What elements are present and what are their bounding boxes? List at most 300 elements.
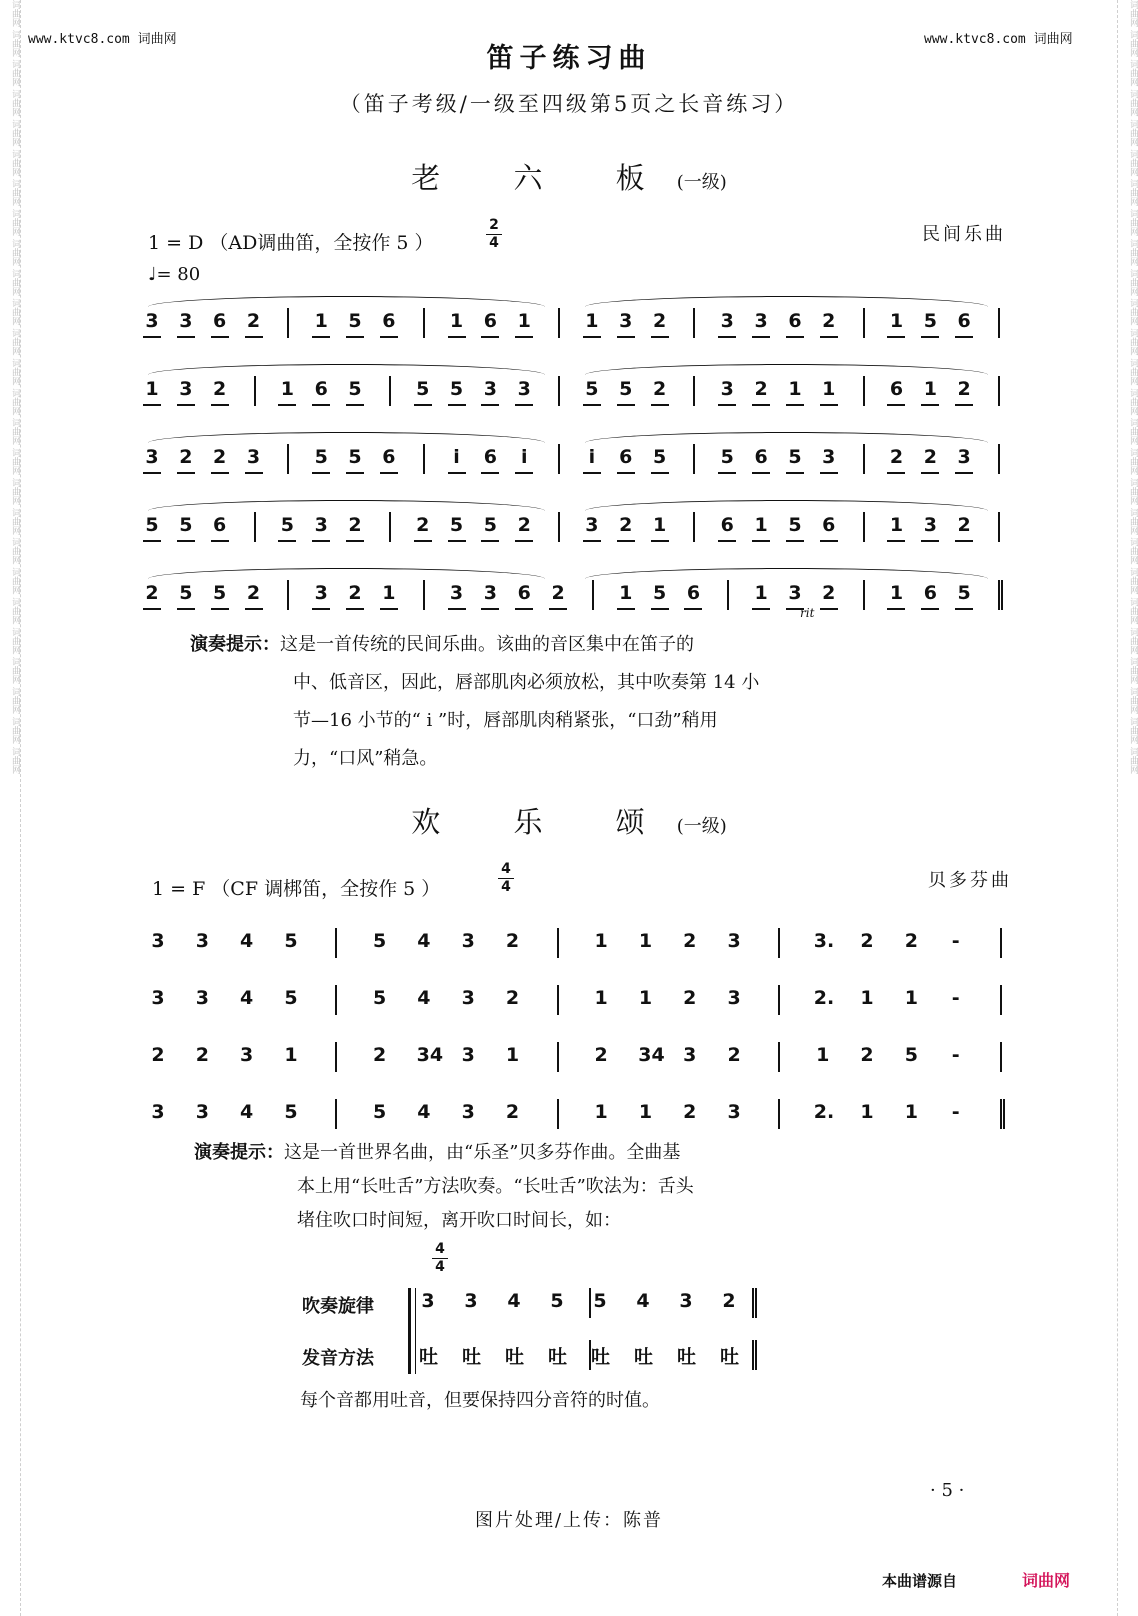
barline — [863, 308, 865, 338]
note: 3 — [461, 1101, 475, 1123]
example-method-label: 发音方法 — [302, 1348, 374, 1369]
note-underline — [617, 540, 635, 542]
note: 6 — [923, 582, 937, 604]
example-method-syllable: 吐 — [720, 1346, 740, 1368]
note-underline — [515, 608, 533, 610]
note: 2 — [246, 582, 261, 604]
note-underline — [481, 540, 499, 542]
note-underline — [921, 404, 939, 406]
note-underline — [211, 404, 229, 406]
note: 3 — [461, 1044, 475, 1066]
example-method-syllable: 吐 — [634, 1346, 654, 1368]
phrase-slur — [148, 500, 545, 511]
note: 3 — [240, 1044, 254, 1066]
note: 3 — [619, 310, 633, 332]
final-barline — [752, 1288, 757, 1318]
note: 5 — [957, 582, 971, 604]
note-underline — [887, 472, 905, 474]
note: 3 — [195, 1101, 209, 1123]
note: 5 — [372, 1101, 387, 1123]
note: 4 — [240, 1101, 254, 1123]
note-underline — [245, 336, 263, 338]
note: 34 — [638, 1044, 665, 1066]
note-underline — [786, 472, 804, 474]
note: 2 — [683, 1101, 697, 1123]
note: 2 — [179, 446, 193, 468]
note: 3. — [813, 930, 835, 952]
note: 3 — [314, 514, 328, 536]
note: 1 — [638, 1101, 653, 1123]
barline — [557, 1099, 559, 1129]
note: 6 — [720, 514, 734, 536]
notation-row — [0, 300, 1138, 360]
note-underline — [414, 540, 432, 542]
note: - — [951, 930, 960, 952]
note: 2 — [860, 930, 874, 952]
note: 2 — [151, 1044, 165, 1066]
note: 2 — [195, 1044, 209, 1066]
note-underline — [955, 608, 973, 610]
note: 5 — [372, 987, 387, 1009]
note: 3 — [179, 310, 193, 332]
note: 4 — [240, 930, 254, 952]
note-underline — [278, 404, 296, 406]
note-underline — [752, 404, 770, 406]
example-method-syllable: 吐 — [591, 1346, 611, 1368]
example-method-syllable: 吐 — [419, 1346, 439, 1368]
note: 1 — [754, 582, 768, 604]
note: 5 — [284, 987, 298, 1009]
barline — [998, 376, 1000, 406]
note: 6 — [213, 514, 227, 536]
barline — [557, 985, 559, 1015]
note: 2 — [551, 582, 565, 604]
note: 1 — [145, 378, 159, 400]
song2-heading — [0, 800, 1138, 841]
song2-time-bottom: 4 — [501, 879, 511, 895]
note-underline — [515, 404, 533, 406]
note: 2 — [683, 930, 697, 952]
note: 1 — [619, 582, 633, 604]
note: 6 — [213, 310, 227, 332]
note-underline — [481, 336, 499, 338]
barline — [558, 512, 560, 542]
song1-tempo: ♩= 80 — [148, 264, 201, 285]
note: 3 — [151, 930, 165, 952]
note-underline — [312, 404, 330, 406]
note: 2 — [505, 987, 520, 1009]
note: 3 — [483, 582, 497, 604]
note: 2 — [517, 514, 531, 536]
note: 2 — [957, 378, 971, 400]
note: 2 — [727, 1044, 741, 1066]
song2-closing: 每个音都用吐音，但要保持四分音符的时值。 — [300, 1390, 660, 1411]
note-underline — [177, 608, 195, 610]
site-url-right[interactable]: www.ktvc8.com 词曲网 — [924, 32, 1073, 47]
note-underline — [921, 472, 939, 474]
example-brace — [408, 1288, 416, 1374]
note: 3 — [314, 582, 328, 604]
note: 6 — [788, 310, 802, 332]
note: 6 — [754, 446, 768, 468]
song1-tip-line-2: 中、低音区，因此，唇部肌肉必须放松，其中吹奏第 14 小 — [293, 672, 760, 693]
note: 1 — [923, 378, 937, 400]
notation-row — [0, 977, 1138, 1037]
note: 3 — [754, 310, 768, 332]
note: 3 — [585, 514, 599, 536]
note-underline — [177, 336, 195, 338]
phrase-slur — [585, 568, 988, 579]
note: 5 — [348, 310, 362, 332]
note: 6 — [382, 310, 396, 332]
note: 2 — [822, 310, 836, 332]
example-melody-note: 3 — [464, 1290, 478, 1312]
phrase-slur — [585, 296, 988, 307]
note: 1 — [638, 930, 653, 952]
note: 6 — [517, 582, 531, 604]
barline — [589, 1340, 591, 1370]
barline — [592, 580, 594, 610]
note-underline — [583, 336, 601, 338]
example-melody-note: 4 — [507, 1290, 521, 1312]
note: 1 — [280, 378, 294, 400]
note-underline — [786, 404, 804, 406]
note: 2 — [822, 582, 836, 604]
rit-marking: rit — [800, 606, 815, 620]
note: 1 — [382, 582, 396, 604]
note: 2. — [813, 1101, 835, 1123]
note-underline — [346, 540, 364, 542]
barline — [558, 376, 560, 406]
barline — [727, 580, 729, 610]
note-underline — [752, 472, 770, 474]
note-underline — [211, 336, 229, 338]
phrase-slur — [585, 364, 988, 375]
note-underline — [143, 336, 161, 338]
final-barline — [998, 580, 1003, 610]
note: 1 — [585, 310, 599, 332]
note: 2 — [683, 987, 697, 1009]
note: 5 — [348, 378, 362, 400]
song1-tip — [190, 626, 790, 778]
note: 5 — [483, 514, 497, 536]
note: 3 — [483, 378, 497, 400]
note: 2 — [348, 514, 362, 536]
song1-tip-line-1: 这是一首传统的民间乐曲。该曲的音区集中在笛子的 — [280, 634, 694, 655]
example-melody-note: 2 — [722, 1290, 736, 1312]
note: 5 — [416, 378, 430, 400]
note: 3 — [145, 446, 159, 468]
final-barline — [1000, 1099, 1005, 1129]
page-subtitle: （笛子考级/一级至四级第5页之长音练习） — [339, 92, 799, 116]
note: 5 — [179, 514, 193, 536]
final-barline — [752, 1340, 757, 1370]
notation-row — [0, 504, 1138, 564]
note-underline — [752, 336, 770, 338]
note: - — [951, 1101, 960, 1123]
note-underline — [955, 336, 973, 338]
note: 6 — [483, 310, 497, 332]
barline — [778, 985, 780, 1015]
barline — [389, 376, 391, 406]
note: 1 — [889, 582, 904, 604]
note: 1 — [754, 514, 768, 536]
note: 2 — [505, 1101, 520, 1123]
example-melody-note: 4 — [636, 1290, 650, 1312]
note: 1 — [449, 310, 464, 332]
note: 5 — [652, 582, 667, 604]
note-underline — [752, 540, 770, 542]
phrase-slur — [585, 500, 988, 511]
note-underline — [786, 540, 804, 542]
note: 1 — [816, 1044, 830, 1066]
note: 5 — [923, 310, 937, 332]
barline — [335, 928, 337, 958]
barline — [423, 308, 425, 338]
song1-time-bottom: 4 — [489, 235, 499, 251]
note-underline — [752, 608, 770, 610]
note-underline — [312, 336, 330, 338]
upload-credit: 图片处理/上传：陈普 — [474, 1510, 664, 1531]
note: 2 — [923, 446, 937, 468]
note: 5 — [720, 446, 734, 468]
note-underline — [955, 472, 973, 474]
note: 2 — [957, 514, 971, 536]
song1-tip-line-4: 力，“口风”稍急。 — [293, 748, 438, 769]
note: 5 — [449, 514, 464, 536]
barline — [863, 512, 865, 542]
note: 4 — [240, 987, 254, 1009]
song2-time-top: 4 — [501, 861, 511, 877]
note: 1 — [594, 1101, 608, 1123]
barline — [335, 1042, 337, 1072]
note-underline — [718, 336, 736, 338]
note: 5 — [652, 446, 667, 468]
note: 1 — [904, 1101, 918, 1123]
site-url-left[interactable]: www.ktvc8.com 词曲网 — [28, 32, 177, 47]
note: i — [588, 446, 596, 468]
note: 5 — [284, 1101, 298, 1123]
note-underline — [346, 336, 364, 338]
note: 3 — [246, 446, 261, 468]
note: 5 — [904, 1044, 918, 1066]
note-underline — [887, 404, 905, 406]
note-underline — [651, 404, 669, 406]
note: 5 — [619, 378, 633, 400]
note: 3 — [727, 1101, 741, 1123]
note-underline — [820, 540, 838, 542]
barline — [423, 580, 425, 610]
note: 5 — [449, 378, 464, 400]
note-underline — [549, 608, 567, 610]
note-underline — [143, 404, 161, 406]
note-underline — [651, 608, 669, 610]
note-underline — [583, 404, 601, 406]
note-underline — [211, 540, 229, 542]
note-underline — [684, 608, 702, 610]
note-underline — [820, 404, 838, 406]
note-underline — [718, 540, 736, 542]
note: 3 — [461, 987, 475, 1009]
note-underline — [245, 472, 263, 474]
note: 2 — [505, 930, 520, 952]
example-melody-note: 3 — [679, 1290, 693, 1312]
song2-composer: 贝多芬曲 — [928, 870, 1012, 891]
note: i — [520, 446, 528, 468]
note-underline — [346, 404, 364, 406]
barline — [287, 444, 289, 474]
note: 3 — [822, 446, 836, 468]
note: 6 — [889, 378, 904, 400]
note-underline — [481, 472, 499, 474]
note-underline — [921, 608, 939, 610]
barline — [423, 444, 425, 474]
note: 2 — [594, 1044, 608, 1066]
source-brand-link[interactable]: 词曲网 — [1022, 1571, 1071, 1590]
note: 3 — [720, 310, 734, 332]
barline — [589, 1288, 591, 1318]
note-underline — [651, 540, 669, 542]
barline — [254, 512, 256, 542]
note-underline — [887, 336, 905, 338]
note-underline — [245, 608, 263, 610]
note-underline — [617, 404, 635, 406]
notation-row — [0, 368, 1138, 428]
note: 5 — [788, 514, 802, 536]
example-melody-note: 3 — [421, 1290, 435, 1312]
barline — [693, 308, 695, 338]
note-underline — [143, 608, 161, 610]
note: 6 — [619, 446, 633, 468]
song1-tip-line-3: 节—16 小节的“ i ”时，唇部肌肉稍紧张，“口劲”稍用 — [293, 710, 718, 731]
note: 2 — [860, 1044, 874, 1066]
song2-key: 1 = F （CF 调梆笛，全按作 5 ） — [152, 878, 441, 900]
note-underline — [786, 336, 804, 338]
note-underline — [312, 540, 330, 542]
song2-tip-label: 演奏提示： — [194, 1142, 284, 1163]
example-method-syllable: 吐 — [548, 1346, 568, 1368]
note-underline — [583, 540, 601, 542]
note: 6 — [483, 446, 497, 468]
phrase-slur — [148, 296, 545, 307]
note: 6 — [822, 514, 836, 536]
note: 3 — [145, 310, 159, 332]
source-label: 本曲谱源自 — [882, 1572, 958, 1590]
barline — [1000, 985, 1002, 1015]
example-melody-note: 5 — [550, 1290, 564, 1312]
barline — [778, 1042, 780, 1072]
note: 2 — [213, 378, 227, 400]
barline — [998, 444, 1000, 474]
note: 1 — [889, 514, 904, 536]
note: 3 — [461, 930, 475, 952]
barline — [558, 308, 560, 338]
note-underline — [414, 404, 432, 406]
barline — [254, 376, 256, 406]
note-underline — [583, 472, 601, 474]
note: 3 — [151, 987, 165, 1009]
note-underline — [955, 404, 973, 406]
note: 2 — [213, 446, 227, 468]
note-underline — [651, 336, 669, 338]
note: 1 — [505, 1044, 520, 1066]
note: 4 — [417, 930, 431, 952]
note-underline — [820, 608, 838, 610]
note-underline — [515, 472, 533, 474]
note: 1 — [904, 987, 918, 1009]
note: 3 — [727, 930, 741, 952]
song2-tip-line-3: 堵住吹口时间短，离开吹口时间长，如： — [297, 1210, 621, 1231]
barline — [693, 512, 695, 542]
note-underline — [312, 608, 330, 610]
song2-tip-line-2: 本上用“长吐舌”方法吹奏。“长吐舌”吹法为：舌头 — [297, 1176, 694, 1197]
song1-composer: 民间乐曲 — [922, 224, 1006, 245]
phrase-slur — [148, 432, 545, 443]
note-underline — [211, 472, 229, 474]
song1-time-top: 2 — [489, 217, 499, 233]
barline — [693, 376, 695, 406]
note: i — [453, 446, 460, 468]
note: 1 — [788, 378, 802, 400]
note-underline — [481, 404, 499, 406]
note-underline — [448, 608, 466, 610]
note: 2 — [372, 1044, 387, 1066]
note: 1 — [517, 310, 531, 332]
note-underline — [143, 540, 161, 542]
note: 1 — [638, 987, 653, 1009]
note: 3 — [923, 514, 937, 536]
note: 2 — [652, 378, 667, 400]
left-margin-watermark: 词曲网 词曲网 词曲网 词曲网 词曲网 词曲网 词曲网 词曲网 词曲网 词曲网 词曲网 词曲网 词曲网 词曲网 词曲网 词曲网 词曲网 词曲网 词曲网 词曲网 词曲网 词曲网 词曲网 词曲网 词曲网 词曲网 — [0, 0, 21, 1616]
note: 34 — [416, 1044, 444, 1066]
note: 1 — [822, 378, 836, 400]
note: 5 — [284, 930, 298, 952]
page-number: · 5 · — [930, 1480, 965, 1501]
note-underline — [312, 472, 330, 474]
example-melody-note: 5 — [593, 1290, 607, 1312]
right-margin-watermark: 词曲网 词曲网 词曲网 词曲网 词曲网 词曲网 词曲网 词曲网 词曲网 词曲网 词曲网 词曲网 词曲网 词曲网 词曲网 词曲网 词曲网 词曲网 词曲网 词曲网 词曲网 词曲网 词曲网 词曲网 词曲网 词曲网 — [1117, 0, 1138, 1616]
example-method-syllable: 吐 — [505, 1346, 525, 1368]
note-underline — [448, 540, 466, 542]
note-underline — [820, 472, 838, 474]
note: 3 — [720, 378, 734, 400]
song2-title: 欢 乐 颂 — [411, 805, 677, 839]
note-underline — [211, 608, 229, 610]
note: 1 — [284, 1044, 298, 1066]
note: 2 — [889, 446, 904, 468]
note: 6 — [686, 582, 701, 604]
note: 1 — [860, 987, 874, 1009]
note-underline — [448, 404, 466, 406]
note: 5 — [788, 446, 802, 468]
note: 1 — [889, 310, 904, 332]
note-underline — [887, 540, 905, 542]
note-underline — [617, 608, 635, 610]
barline — [287, 580, 289, 610]
song2-time-signature — [498, 862, 514, 895]
note: 3 — [517, 378, 531, 400]
note: 1 — [652, 514, 667, 536]
note: 2 — [904, 930, 918, 952]
note: 5 — [213, 582, 227, 604]
note-underline — [177, 472, 195, 474]
note: 2. — [813, 987, 835, 1009]
note: 1 — [594, 987, 608, 1009]
note: 2 — [652, 310, 667, 332]
note: 3 — [957, 446, 971, 468]
notation-row — [0, 920, 1138, 980]
note-underline — [380, 336, 398, 338]
